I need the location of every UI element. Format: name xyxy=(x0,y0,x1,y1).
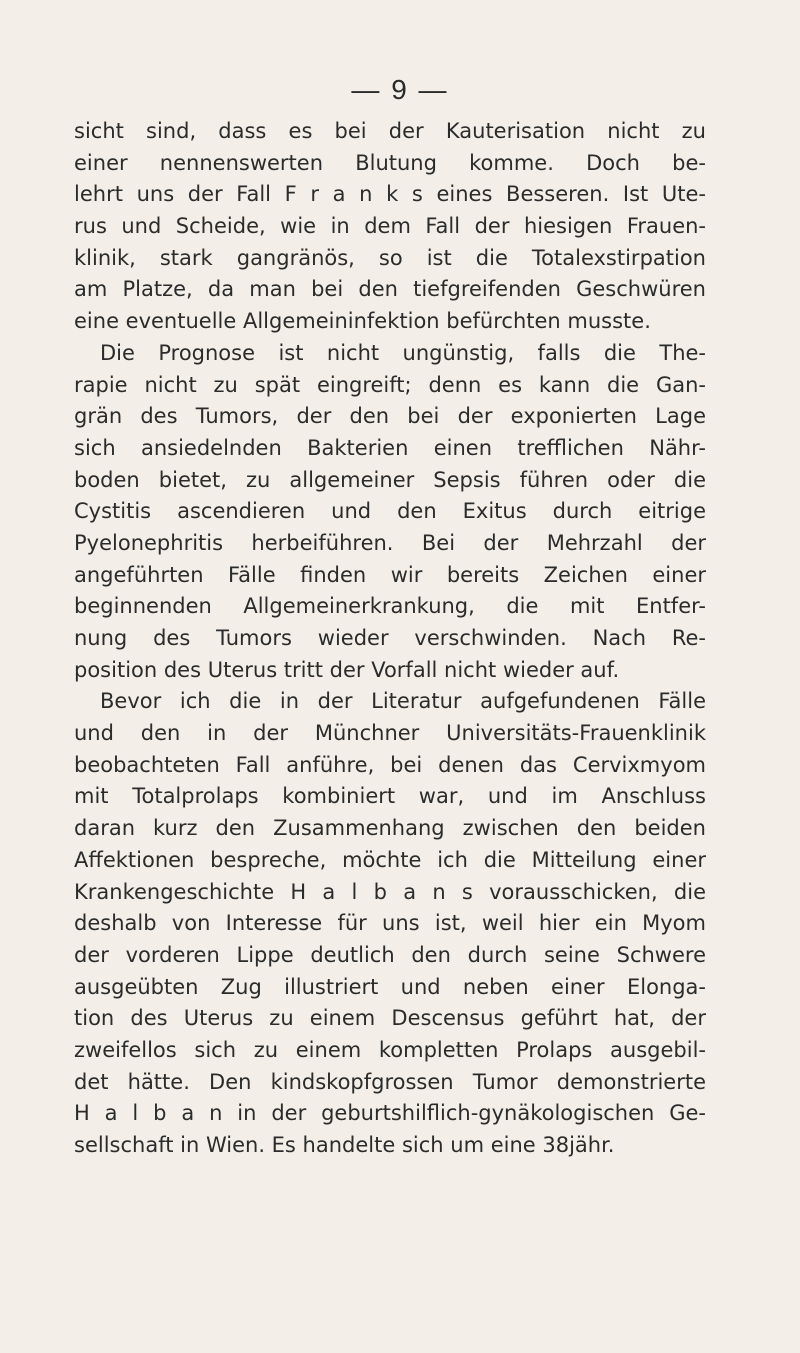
text-line: sich ansiedelnden Bakterien einen trefflichen Nähr- xyxy=(74,435,706,460)
body-text xyxy=(74,116,706,1162)
text-line: nung des Tumors wieder verschwinden. Nach Re- xyxy=(74,626,706,650)
text-line: zweifellos sich zu einem kompletten Prolaps ausgebil- xyxy=(74,1037,706,1062)
text-line: rapie nicht zu spät eingreift; denn es kann die Gan- xyxy=(74,372,706,397)
text-line: rus und Scheide, wie in dem Fall der hiesigen Frauen- xyxy=(74,214,706,239)
page-number: — 9 — xyxy=(351,74,449,105)
text-line: Krankengeschichte H a l b a n s vorausschicken, die xyxy=(74,879,706,904)
text-line: ausgeübten Zug illustriert und neben einer Elonga- xyxy=(74,974,706,999)
text-line: beginnenden Allgemeinerkrankung, die mit Entfer- xyxy=(74,594,706,619)
text-line: lehrt uns der Fall F r a n k s eines Besseren. Ist Ute- xyxy=(74,182,706,207)
text-line: Bevor ich die in der Literatur aufgefundenen Fälle xyxy=(100,689,706,714)
text-line: angeführten Fälle finden wir bereits Zeichen einer xyxy=(74,562,706,587)
text-line: position des Uterus tritt der Vorfall nicht wieder auf. xyxy=(74,657,620,682)
text-line: mit Totalprolaps kombiniert war, und im Anschluss xyxy=(74,784,706,809)
text-line: H a l b a n in der geburtshilflich-gynäkologischen Ge- xyxy=(74,1101,706,1126)
text-line: Cystitis ascendieren und den Exitus durch eitrige xyxy=(74,499,706,524)
text-line: Die Prognose ist nicht ungünstig, falls die The- xyxy=(100,340,706,365)
text-line: einer nennenswerten Blutung komme. Doch be- xyxy=(74,150,706,175)
text-line: und den in der Münchner Universitäts-Frauenklinik xyxy=(74,721,706,746)
text-line: am Platze, da man bei den tiefgreifenden Geschwüren xyxy=(74,277,706,302)
text-line: deshalb von Interesse für uns ist, weil hier ein Myom xyxy=(74,911,706,936)
text-line: sicht sind, dass es bei der Kauterisation nicht zu xyxy=(74,119,706,143)
text-line: klinik, stark gangränös, so ist die Totalexstirpation xyxy=(74,245,706,270)
text-line: det hätte. Den kindskopfgrossen Tumor demonstrierte xyxy=(74,1069,706,1094)
text-line: grän des Tumors, der den bei der exponierten Lage xyxy=(74,404,706,429)
text-line: eine eventuelle Allgemeininfektion befürchten musste. xyxy=(74,309,651,334)
text-line: tion des Uterus zu einem Descensus geführt hat, der xyxy=(74,1006,706,1031)
text-line: Pyelonephritis herbeiführen. Bei der Mehrzahl der xyxy=(74,530,706,555)
text-line: Affektionen bespreche, möchte ich die Mitteilung einer xyxy=(74,847,706,872)
text-line: daran kurz den Zusammenhang zwischen den beiden xyxy=(74,816,706,841)
text-line: beobachteten Fall anführe, bei denen das Cervixmyom xyxy=(74,752,706,777)
text-line: boden bietet, zu allgemeiner Sepsis führen oder die xyxy=(74,467,706,492)
text-line: der vorderen Lippe deutlich den durch seine Schwere xyxy=(74,942,706,967)
text-line: sellschaft in Wien. Es handelte sich um eine 38jähr. xyxy=(74,1133,615,1157)
